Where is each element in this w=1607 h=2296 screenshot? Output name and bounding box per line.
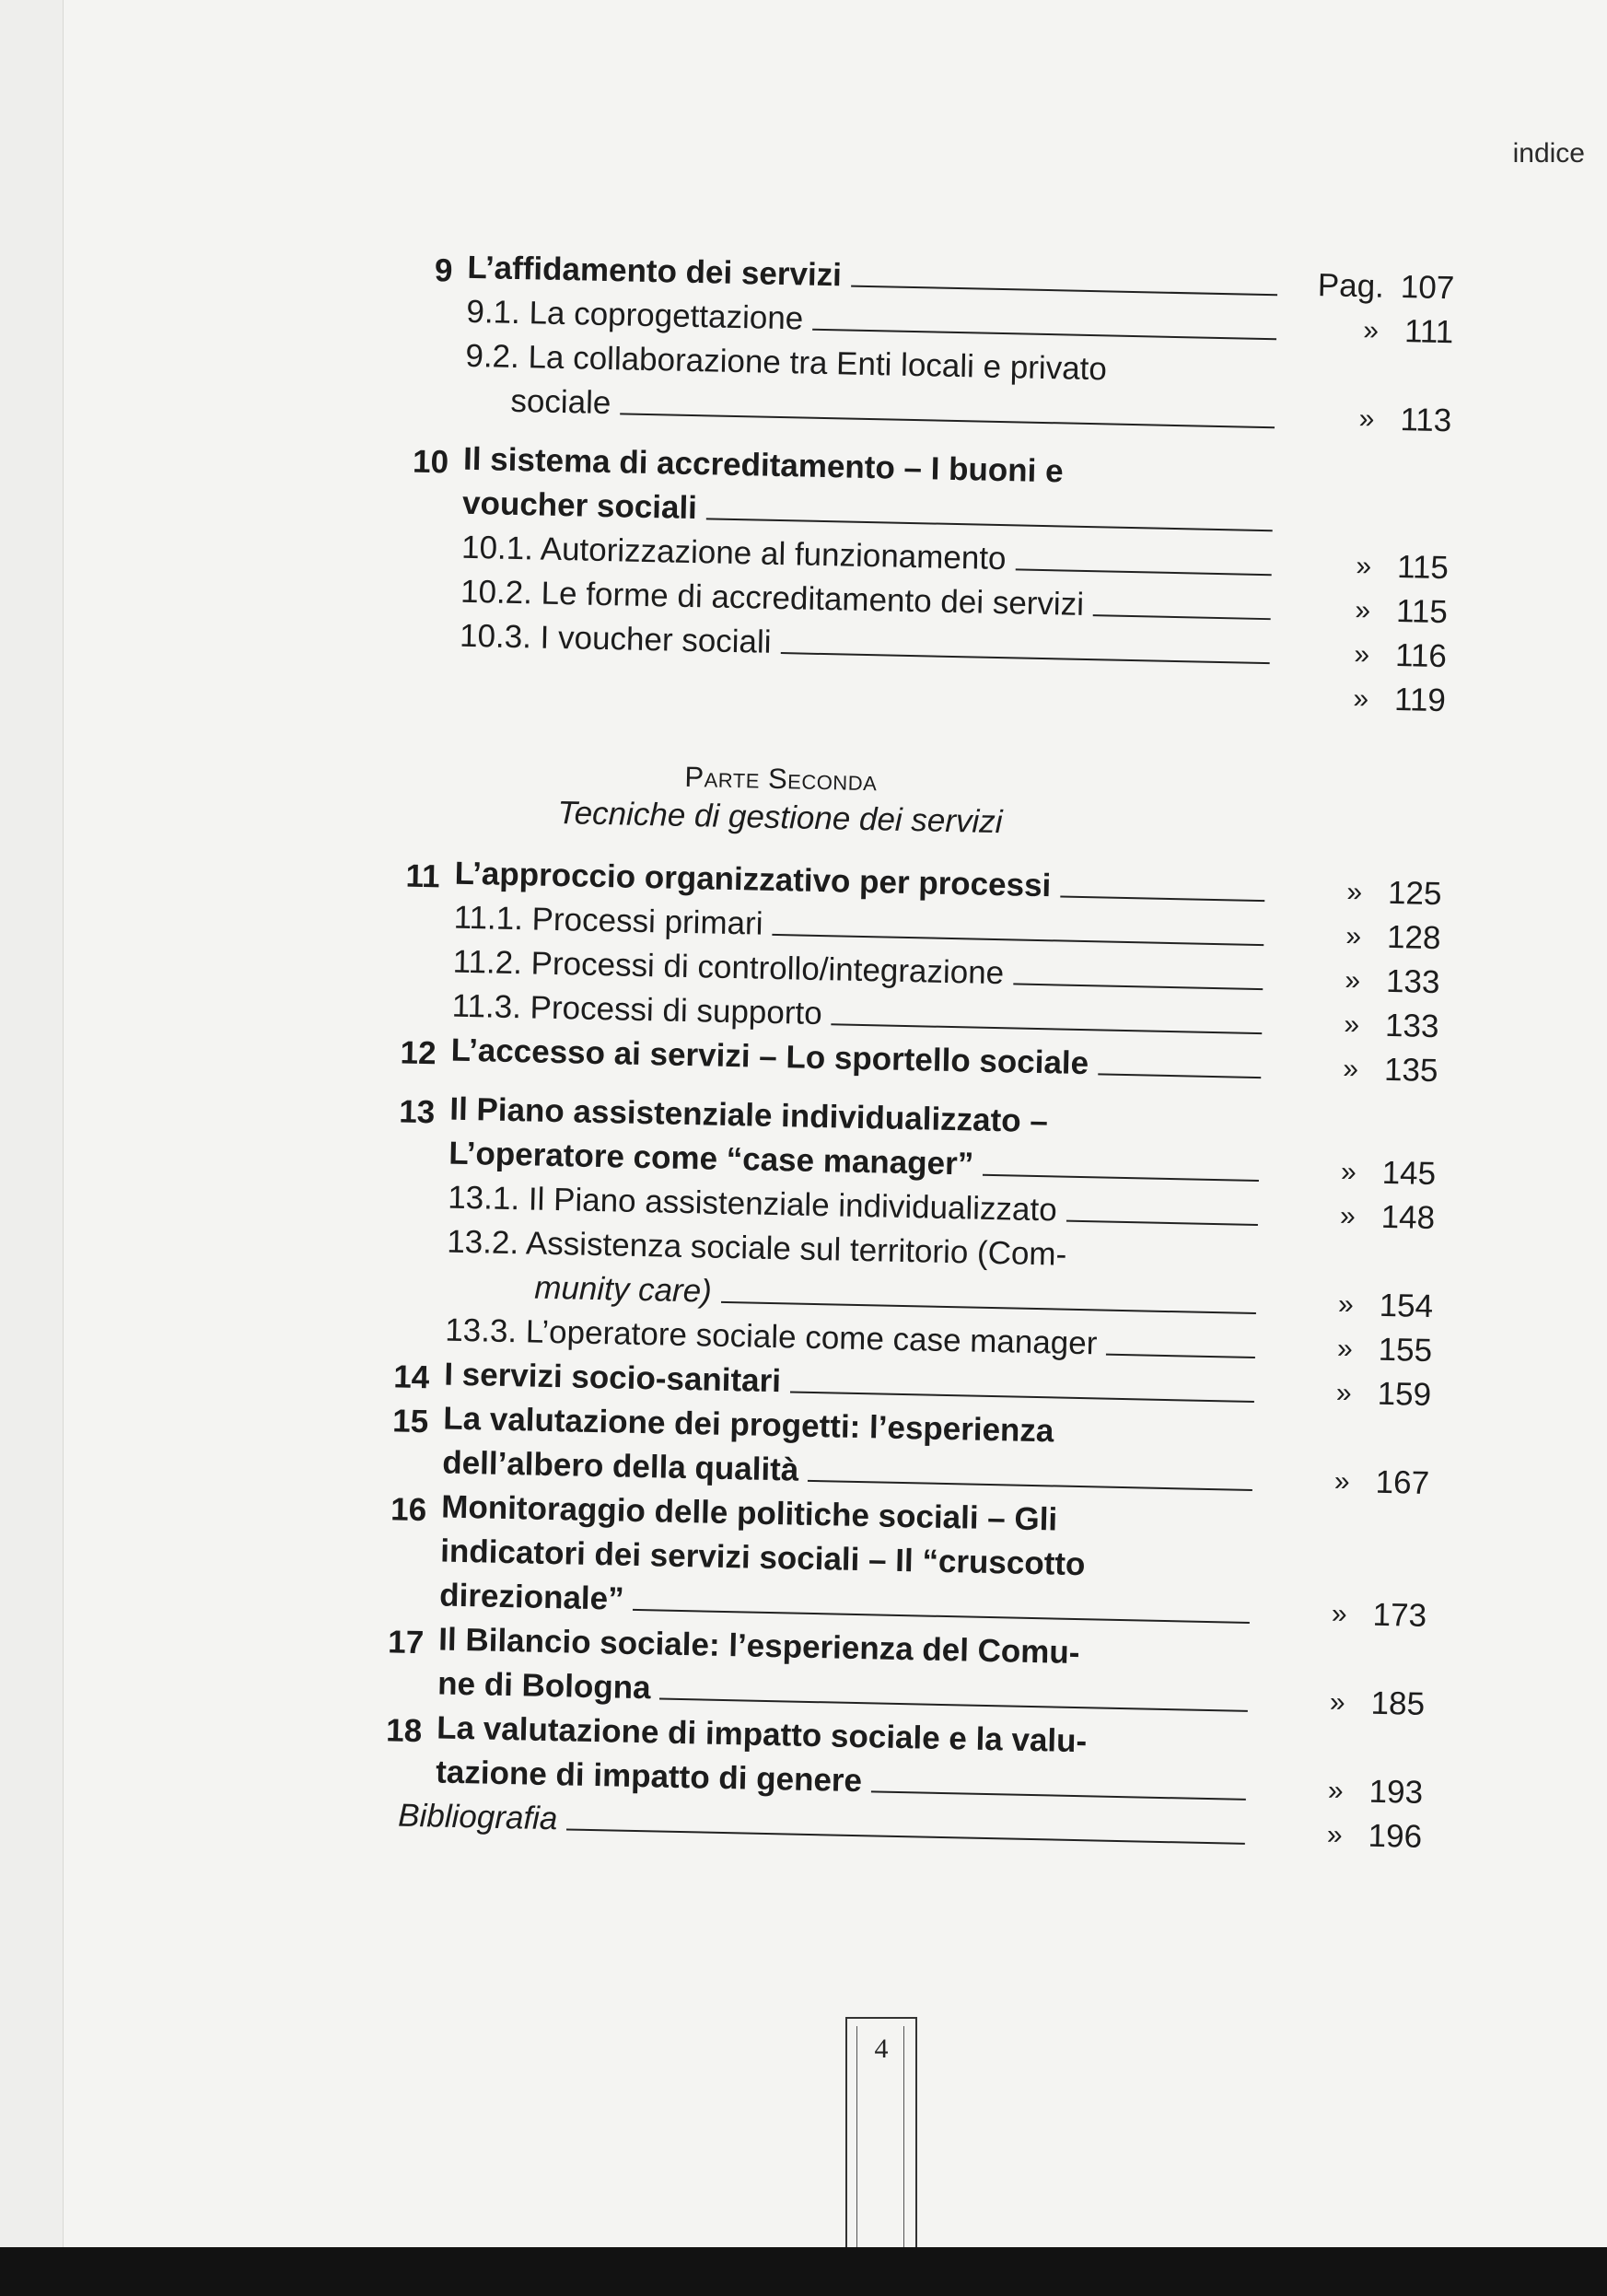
page-ref: 167 [1375,1463,1430,1501]
section-title: 9.2. La collaborazione tra Enti locali e privato [465,337,1108,388]
page-ref: 115 [1396,549,1450,587]
page-ref: 135 [1383,1051,1438,1090]
page-ref: 125 [1387,874,1442,913]
ditto-mark: » [1337,1288,1355,1321]
chapter-number: 17 [387,1624,425,1661]
dot-leader [790,1391,1254,1403]
part-subtitle: Tecniche di gestione dei servizi [557,795,1003,841]
chapter-title-cont: dell’albero della qualità [441,1444,799,1488]
dot-leader [871,1790,1246,1801]
ditto-mark: » [1339,1200,1357,1232]
page-ref: 111 [1403,313,1454,351]
dot-leader [706,518,1273,531]
ditto-mark: » [1354,639,1370,670]
dot-leader [780,652,1269,664]
section-title: 11.3. Processi di supporto [451,987,823,1032]
ditto-mark: » [1363,315,1380,346]
scan-background [0,2247,1607,2296]
dot-leader [983,1174,1259,1182]
chapter-title: I servizi socio-sanitari [443,1356,782,1400]
dot-leader [772,934,1263,946]
dot-leader [1013,983,1263,990]
page-number: 4 [874,2034,889,2064]
section-title-cont: sociale [510,382,611,422]
chapter-number: 12 [400,1034,437,1072]
page-ref: 159 [1377,1375,1432,1414]
chapter-title-cont: direzionale” [438,1577,624,1617]
ditto-mark: » [1353,683,1369,715]
ditto-mark: » [1336,1333,1354,1365]
ditto-mark: » [1329,1686,1346,1719]
chapter-number: 13 [398,1093,436,1131]
page-ref: 116 [1394,637,1448,675]
ditto-mark: » [1333,1465,1351,1498]
ditto-mark: » [1343,1053,1359,1085]
page-margin [0,0,64,2247]
chapter-title: La valutazione di impatto sociale e la valu- [436,1709,1088,1760]
ditto-mark: » [1344,1008,1360,1041]
chapter-title-cont: L’operatore come “case manager” [448,1135,974,1183]
ditto-mark: » [1355,595,1371,626]
chapter-title-cont: indicatori dei servizi sociali – Il “cruscotto [439,1533,1086,1583]
section-title: 13.1. Il Piano assistenziale individualizzato [447,1179,1058,1229]
ditto-mark: » [1356,551,1372,582]
dot-leader [1106,1354,1255,1358]
dot-leader [1093,614,1271,620]
chapter-title: La valutazione dei progetti: l’esperienza [442,1400,1054,1450]
dot-leader [659,1698,1248,1712]
bibliography-title: Bibliografia [397,1797,558,1837]
dot-leader [633,1609,1250,1624]
page-ref: 196 [1368,1817,1423,1855]
chapter-number: 15 [391,1403,429,1440]
section-title: 10.2. Le forme di accreditamento dei servizi [460,573,1085,623]
page-ref: 113 [1400,402,1452,439]
ditto-mark: » [1331,1598,1348,1630]
section-title: 11.1. Processi primari [453,899,763,942]
page-ref: 173 [1372,1596,1427,1634]
section-title: 9.1. La coprogettazione [466,293,804,337]
ditto-mark: » [1327,1775,1344,1807]
part-label: Parte Seconda [684,760,878,798]
chapter-title-cont: voucher sociali [461,484,698,527]
page-ref: 115 [1395,593,1449,631]
chapter-title: Il Piano assistenziale individualizzato – [448,1090,1049,1140]
page-ref: 128 [1386,918,1441,957]
ditto-mark: » [1346,876,1363,908]
chapter-title: L’accesso ai servizi – Lo sportello sociale [450,1031,1089,1082]
chapter-number: 11 [405,857,441,895]
ditto-mark: » [1358,403,1375,435]
ditto-mark: » [1335,1377,1353,1409]
ditto-mark: » [1345,920,1362,952]
page-ref: 154 [1379,1287,1434,1325]
dot-leader [721,1301,1256,1314]
section-title: 13.3. L’operatore sociale come case manager [444,1311,1098,1362]
section-title: 10.1. Autorizzazione al funzionamento [460,529,1007,577]
ditto-mark: » [1340,1156,1357,1188]
page-prefix: Pag. [1317,267,1385,305]
chapter-title: Il Bilancio sociale: l’esperienza del Comu- [437,1621,1080,1672]
section-title: 11.2. Processi di controllo/integrazione [452,943,1005,992]
table-of-contents [354,244,1455,1859]
dot-leader [566,1828,1245,1844]
running-head: indice [1512,138,1585,169]
chapter-number: 9 [434,252,453,289]
chapter-title-cont: ne di Bologna [437,1665,652,1707]
chapter-title: Monitoraggio delle politiche sociali – Gli [440,1488,1058,1538]
chapter-title-cont: tazione di impatto di genere [435,1754,863,1800]
page-ref: 193 [1368,1773,1424,1811]
chapter-title: Il sistema di accreditamento – I buoni e [462,440,1064,490]
page-ref: 119 [1393,682,1447,719]
dot-leader [1066,1220,1257,1226]
ditto-mark: » [1326,1819,1343,1851]
ditto-mark: » [1345,964,1361,996]
dot-leader [1060,895,1264,902]
dot-leader [851,286,1277,297]
dot-leader [620,413,1275,428]
chapter-title: L’affidamento dei servizi [467,249,843,294]
dot-leader [808,1480,1252,1491]
page-ref: 133 [1385,962,1440,1001]
page-ref: 133 [1384,1007,1439,1045]
dot-leader [831,1023,1262,1034]
chapter-number: 10 [412,443,449,481]
chapter-number: 18 [385,1712,423,1750]
chapter-number: 16 [390,1491,427,1529]
dot-leader [812,329,1276,341]
page-ref: 155 [1378,1331,1433,1369]
dot-leader [1098,1073,1261,1078]
chapter-number: 14 [392,1358,430,1396]
chapter-title: L’approccio organizzativo per processi [454,855,1052,904]
page-ref: 107 [1400,269,1455,307]
section-title-cont: munity care) [533,1269,713,1310]
section-title: 10.3. I voucher sociali [459,617,772,660]
section-title: 13.2. Assistenza sociale sul territorio (Com- [446,1223,1067,1273]
page-ref: 145 [1381,1154,1437,1193]
dot-leader [1015,568,1271,576]
page-ref: 185 [1370,1684,1426,1722]
page-ref: 148 [1380,1198,1436,1237]
